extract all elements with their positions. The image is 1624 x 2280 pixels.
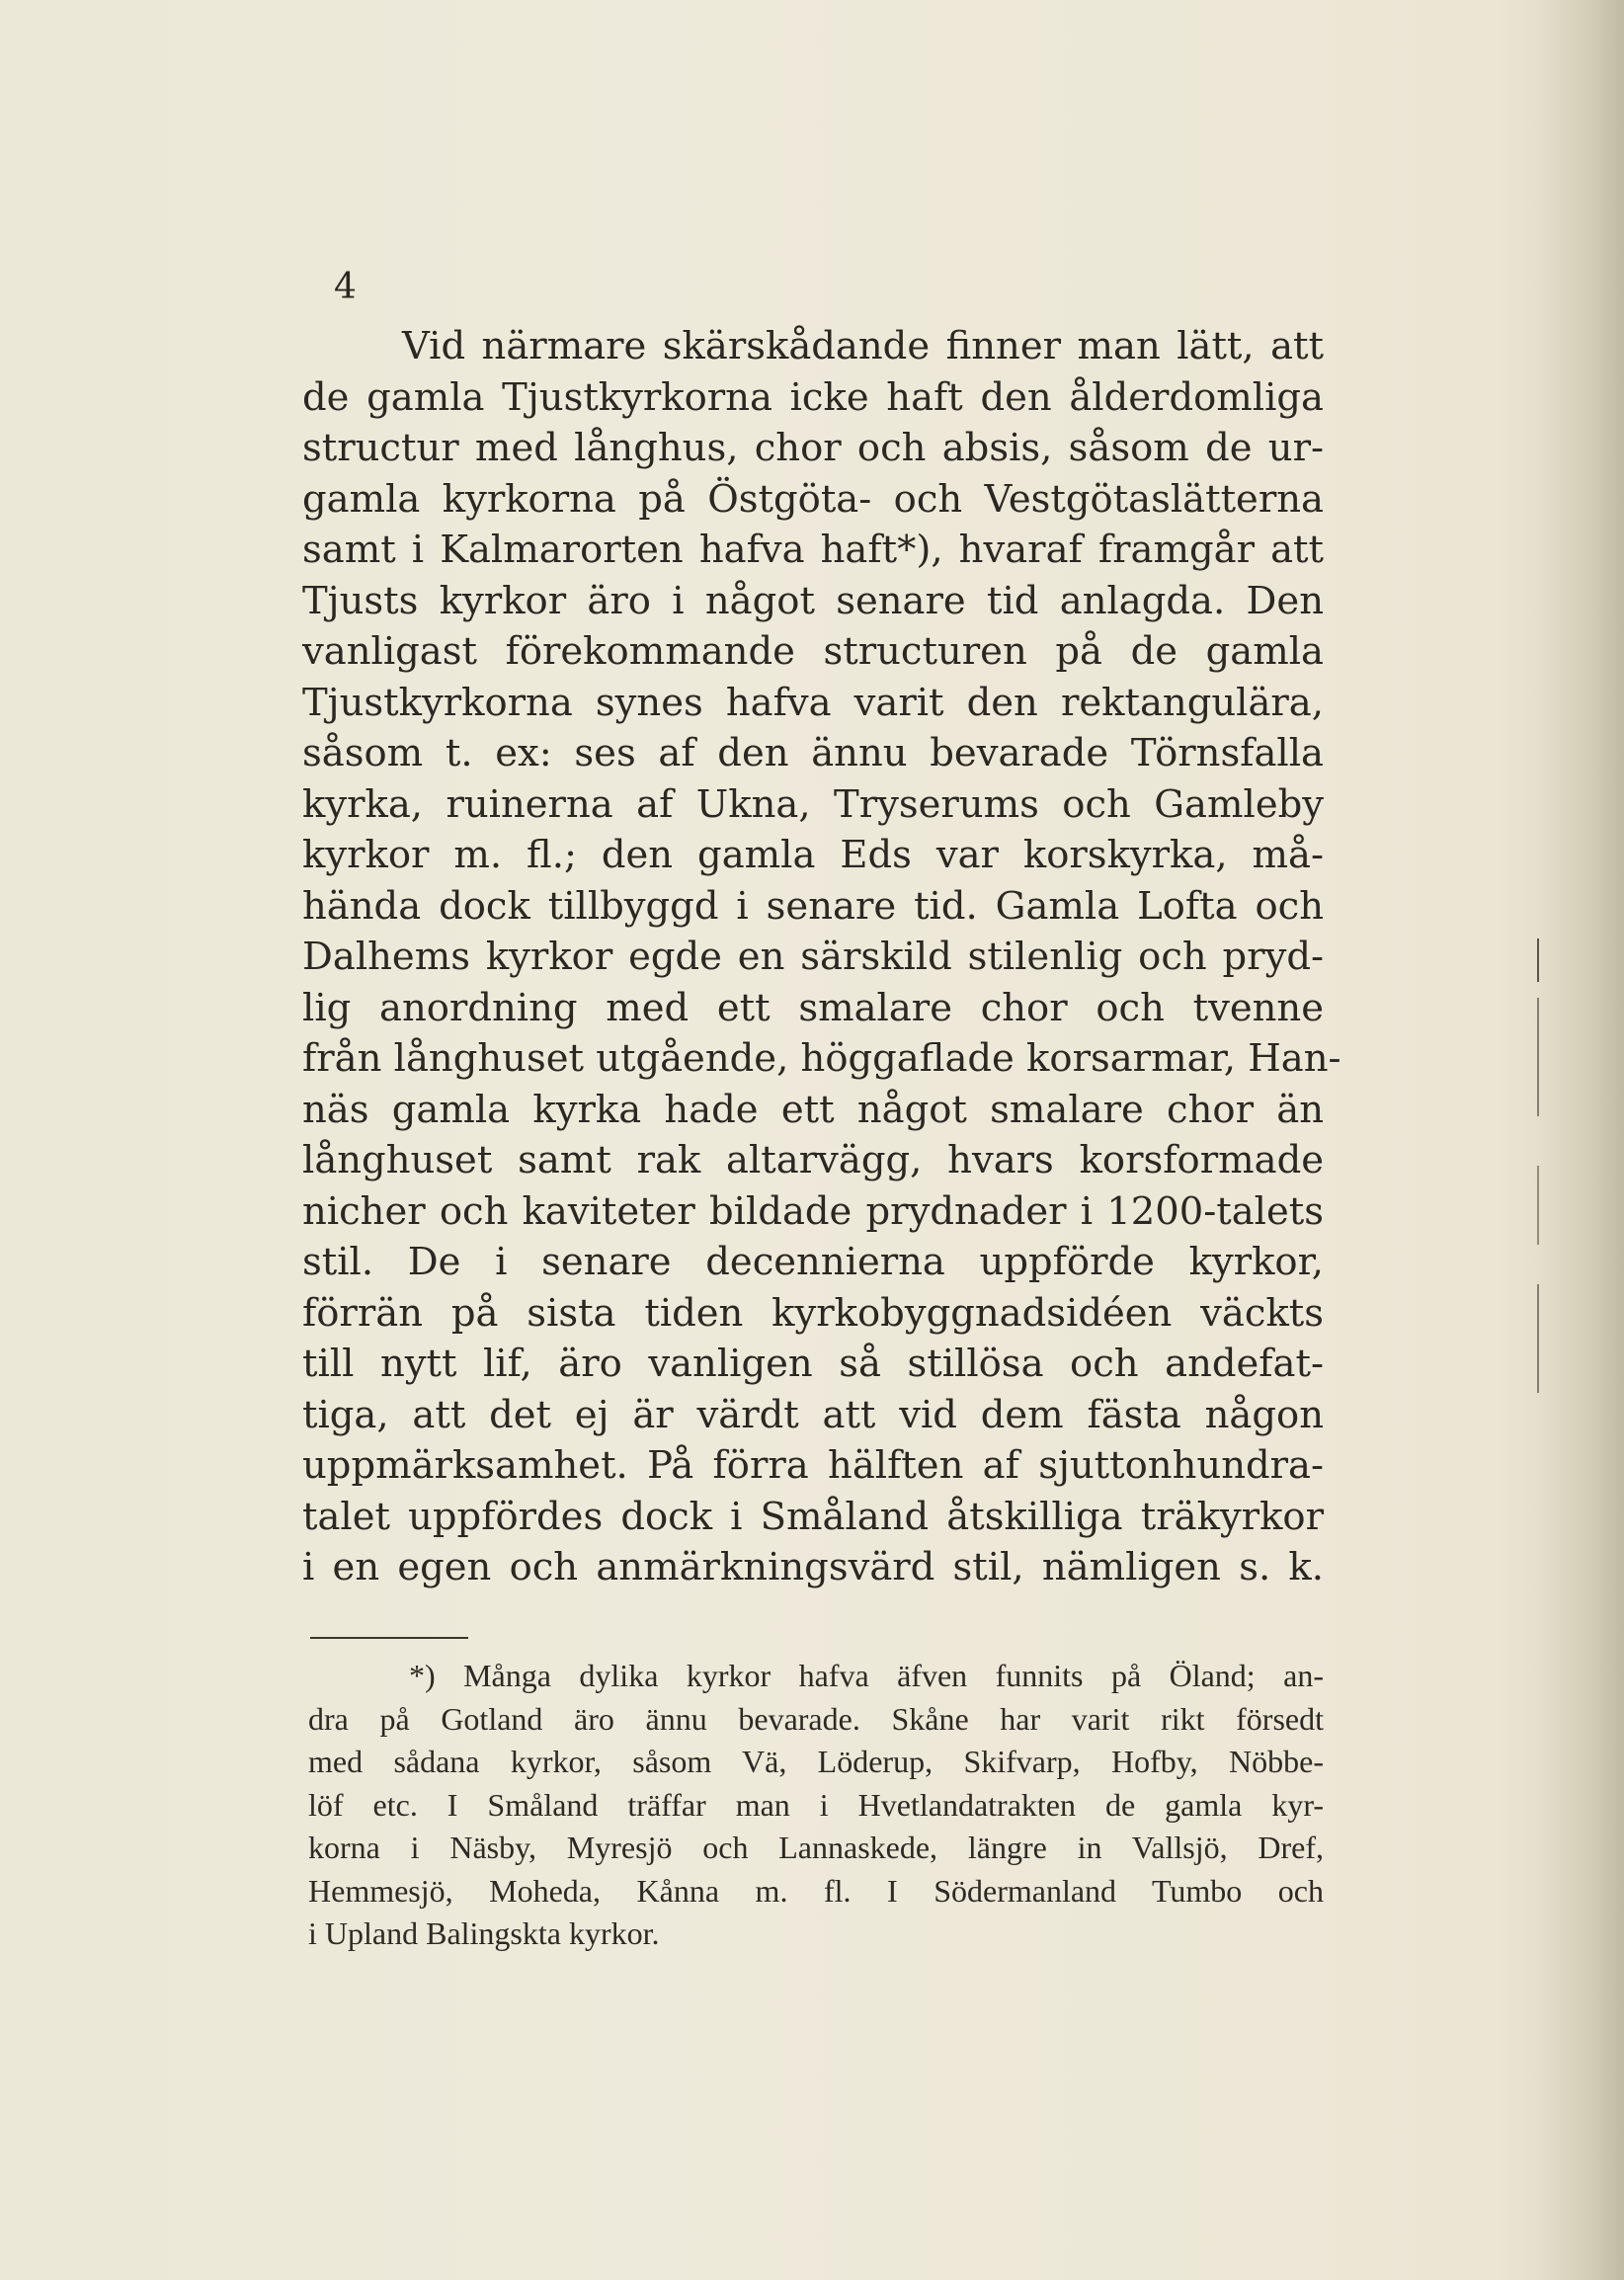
margin-mark	[1537, 938, 1539, 982]
margin-mark	[1537, 998, 1539, 1116]
footnote-line: löf etc. I Småland träffar man i Hvetlandatrakten de gamla kyr-	[308, 1786, 1324, 1823]
body-line: från långhuset utgående, höggaflade korsarmar, Han-	[302, 1036, 1341, 1081]
body-line: kyrka, ruinerna af Ukna, Tryserums och Gamleby	[302, 781, 1324, 827]
body-line: i en egen och anmärkningsvärd stil, nämligen s. k.	[302, 1545, 1324, 1589]
body-line: till nytt lif, äro vanligen så stillösa och andefat-	[302, 1342, 1324, 1386]
margin-mark	[1537, 1284, 1539, 1393]
body-line: långhuset samt rak altarvägg, hvars korsformade	[302, 1138, 1324, 1182]
body-line: lig anordning med ett smalare chor och tvenne	[302, 985, 1324, 1030]
body-line: näs gamla kyrka hade ett något smalare chor än	[302, 1087, 1324, 1132]
body-line: hända dock tillbyggd i senare tid. Gamla Lofta och	[302, 883, 1324, 929]
margin-mark	[1537, 1166, 1539, 1245]
body-line: samt i Kalmarorten hafva haft*), hvaraf framgår att	[302, 528, 1324, 572]
page-number: 4	[334, 267, 357, 307]
body-line: kyrkor m. fl.; den gamla Eds var korskyrka, må-	[302, 833, 1324, 877]
body-line: tiga, att det ej är värdt att vid dem fästa någon	[302, 1392, 1324, 1437]
body-line: Tjusts kyrkor äro i något senare tid anlagda. Den	[302, 578, 1324, 623]
body-line: Vid närmare skärskådande finner man lätt, att	[402, 324, 1324, 368]
body-text	[302, 321, 1341, 1593]
footnote-line: med sådana kyrkor, såsom Vä, Löderup, Skifvarp, Hofby, Nöbbe-	[308, 1744, 1324, 1779]
body-line: structur med långhus, chor och absis, såsom de ur-	[302, 426, 1324, 470]
body-line: stil. De i senare decennierna uppförde kyrkor,	[302, 1240, 1324, 1284]
body-line: uppmärksamhet. På förra hälften af sjuttonhundra-	[302, 1443, 1324, 1488]
page-edge-shadow	[1535, 0, 1624, 2280]
footnote-line: i Upland Balingskta kyrkor.	[308, 1915, 660, 1951]
footnote-line: dra på Gotland äro ännu bevarade. Skåne har varit rikt försedt	[308, 1700, 1324, 1737]
footnote-rule	[310, 1637, 468, 1639]
body-line: de gamla Tjustkyrkorna icke haft den ålderdomliga	[302, 374, 1324, 420]
body-line: gamla kyrkorna på Östgöta- och Vestgötaslätterna	[302, 476, 1324, 522]
body-line: såsom t. ex: ses af den ännu bevarade Törnsfalla	[302, 731, 1324, 775]
footnote-line: korna i Näsby, Myresjö och Lannaskede, längre in Vallsjö, Dref,	[308, 1830, 1324, 1865]
body-line: förrän på sista tiden kyrkobyggnadsidéen väckts	[302, 1290, 1324, 1336]
body-line: vanligast förekommande structuren på de gamla	[302, 629, 1324, 674]
body-line: nicher och kaviteter bildade prydnader i 1200-talets	[302, 1188, 1324, 1234]
footnote-line: Hemmesjö, Moheda, Kånna m. fl. I Södermanland Tumbo och	[308, 1872, 1324, 1909]
body-line: talet uppfördes dock i Småland åtskilliga träkyrkor	[302, 1494, 1324, 1539]
body-line: Dalhems kyrkor egde en särskild stilenlig och pryd-	[302, 935, 1324, 979]
footnote-line: *) Många dylika kyrkor hafva äfven funnits på Öland; an-	[409, 1658, 1324, 1693]
body-line: Tjustkyrkorna synes hafva varit den rektangulära,	[302, 680, 1324, 725]
footnote	[308, 1655, 1324, 1956]
